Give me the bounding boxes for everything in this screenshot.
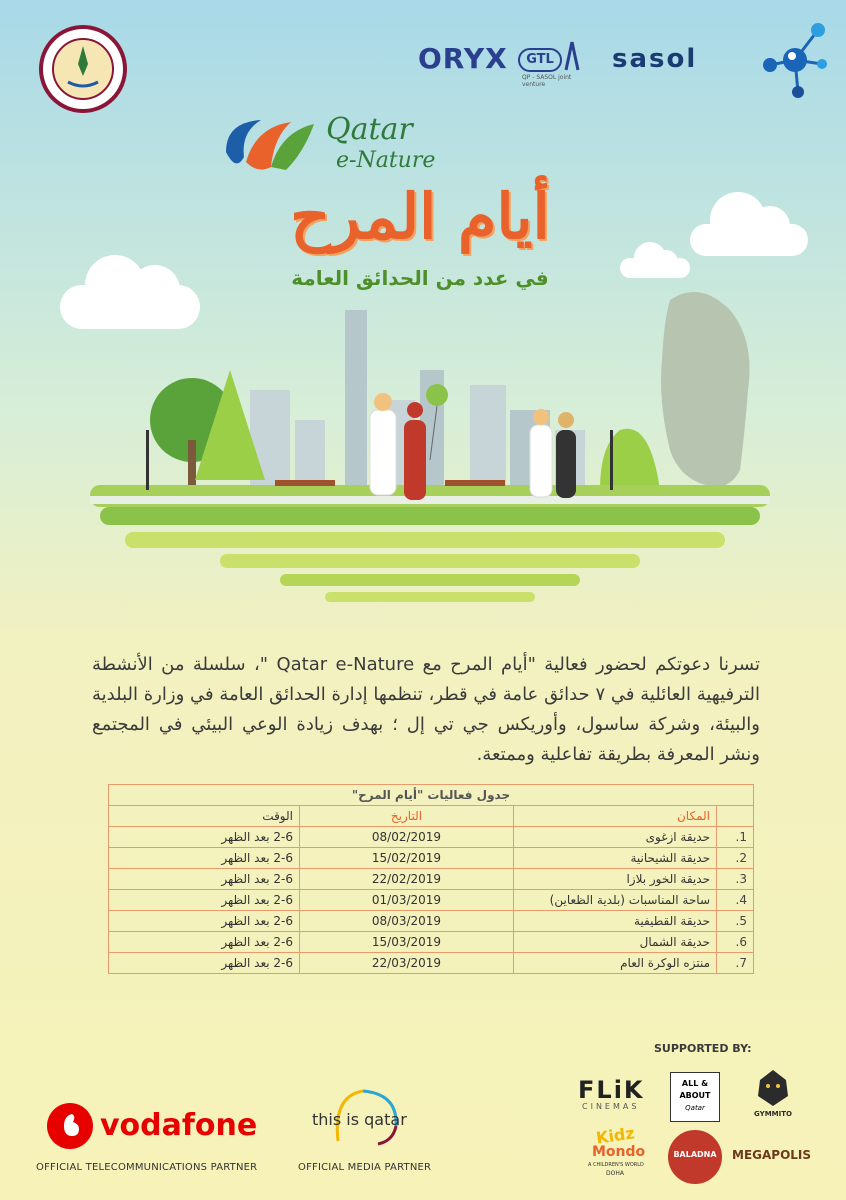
cloud-small	[620, 258, 690, 278]
gymmito-wordmark: GYMMITO	[754, 1110, 792, 1118]
baladna-logo	[668, 1130, 722, 1184]
row-num: 3.	[717, 869, 754, 890]
header-time: الوقت	[109, 806, 300, 827]
row-date: 15/03/2019	[300, 932, 514, 953]
flik-cinemas-logo	[578, 1076, 658, 1110]
row-time: 2-6 بعد الظهر	[109, 890, 300, 911]
flik-wordmark: FLiK	[578, 1076, 645, 1104]
megapolis-logo	[732, 1144, 812, 1168]
aaq-line-3: Qatar	[685, 1104, 705, 1112]
table-row	[109, 911, 754, 932]
flik-subtext: CINEMAS	[582, 1102, 640, 1111]
mondo-word: Mondo	[592, 1144, 646, 1160]
row-date: 15/02/2019	[300, 848, 514, 869]
lion-head-icon	[756, 1068, 790, 1108]
logo-word-e-nature: e-Nature	[336, 148, 436, 173]
header-date: التاريخ	[300, 806, 514, 827]
oryx-subtext: QP - SASOL joint venture	[522, 74, 572, 88]
intro-paragraph: تسرنا دعوتكم لحضور فعالية "أيام المرح مع Qatar e-Nature "، سلسلة من الأنشطة الترفيهية العائلية في ٧ حدائق عامة في قطر، تنظمها إدارة الحدائق العامة في وزارة البلدية والبيئة، وشركة ساسول، وأوريكس جي تي إل ؛ بهدف زيادة الوعي البيئي في المجتمع ونشر المعرفة بطريقة تفاعلية وممتعة.	[92, 654, 760, 765]
row-place: منتزه الوكرة العام	[514, 953, 717, 974]
row-num: 5.	[717, 911, 754, 932]
all-about-qatar-logo	[670, 1072, 720, 1122]
table-row	[109, 869, 754, 890]
row-num: 7.	[717, 953, 754, 974]
schedule-table	[108, 784, 754, 974]
aaq-line-1: ALL &	[681, 1079, 709, 1088]
tiq-wordmark: this is qatar	[312, 1110, 407, 1129]
leaf-swirl-icon	[216, 112, 316, 182]
this-is-qatar-logo	[310, 1086, 430, 1158]
vodafone-speechmark-icon	[46, 1102, 94, 1150]
vodafone-wordmark: vodafone	[100, 1108, 258, 1143]
cloud-right	[690, 224, 808, 256]
logo-word-qatar: Qatar	[326, 112, 413, 147]
row-time: 2-6 بعد الظهر	[109, 848, 300, 869]
oryx-wordmark: ORYX	[418, 42, 508, 75]
table-row	[109, 827, 754, 848]
kidz-word: Kidz	[594, 1123, 636, 1148]
kidz-mondo-logo	[588, 1123, 646, 1180]
row-date: 08/03/2019	[300, 911, 514, 932]
vodafone-logo	[46, 1102, 266, 1152]
row-time: 2-6 بعد الظهر	[109, 953, 300, 974]
tiq-caption: OFFICIAL MEDIA PARTNER	[298, 1162, 432, 1173]
sasol-wordmark: sasol	[612, 44, 698, 74]
row-time: 2-6 بعد الظهر	[109, 827, 300, 848]
gymmito-logo	[748, 1068, 798, 1124]
kidz-doha: DOHA	[606, 1170, 624, 1177]
row-date: 01/03/2019	[300, 890, 514, 911]
row-time: 2-6 بعد الظهر	[109, 869, 300, 890]
park-illustration	[80, 280, 780, 625]
table-row	[109, 932, 754, 953]
row-time: 2-6 بعد الظهر	[109, 932, 300, 953]
page-title: أيام المرح	[290, 180, 550, 253]
row-place: ساحة المناسبات (بلدية الظعاين)	[514, 890, 717, 911]
row-num: 1.	[717, 827, 754, 848]
megapolis-wordmark: MEGAPOLIS	[732, 1148, 812, 1162]
supported-by-label: SUPPORTED BY:	[654, 1042, 752, 1055]
table-row	[109, 890, 754, 911]
qatar-e-nature-logo	[216, 112, 466, 182]
row-num: 2.	[717, 848, 754, 869]
row-place: حديقة الشيحانية	[514, 848, 717, 869]
row-place: حديقة الخور بلازا	[514, 869, 717, 890]
row-date: 22/03/2019	[300, 953, 514, 974]
aaq-line-2: ABOUT	[679, 1091, 711, 1100]
row-date: 22/02/2019	[300, 869, 514, 890]
row-place: حديقة القطيفية	[514, 911, 717, 932]
kidz-subtext: A CHILDREN'S WORLD	[588, 1162, 644, 1168]
row-num: 4.	[717, 890, 754, 911]
table-row	[109, 953, 754, 974]
row-place: حديقة الشمال	[514, 932, 717, 953]
oryx-gtl-logo	[418, 40, 588, 88]
row-num: 6.	[717, 932, 754, 953]
row-place: حديقة ازغوى	[514, 827, 717, 848]
ministry-logo	[38, 24, 128, 114]
gtl-badge: GTL	[518, 48, 562, 72]
schedule-title: جدول فعاليات "أيام المرح"	[109, 785, 754, 806]
header-place: المكان	[514, 806, 717, 827]
sasol-molecule-icon	[760, 20, 830, 100]
table-row	[109, 848, 754, 869]
page-subtitle: في عدد من الحدائق العامة	[291, 266, 549, 290]
header-num	[717, 806, 754, 827]
vodafone-caption: OFFICIAL TELECOMMUNICATIONS PARTNER	[36, 1162, 258, 1173]
row-time: 2-6 بعد الظهر	[109, 911, 300, 932]
row-date: 08/02/2019	[300, 827, 514, 848]
oryx-horns-icon	[558, 40, 586, 72]
baladna-wordmark: BALADNA	[673, 1150, 717, 1159]
